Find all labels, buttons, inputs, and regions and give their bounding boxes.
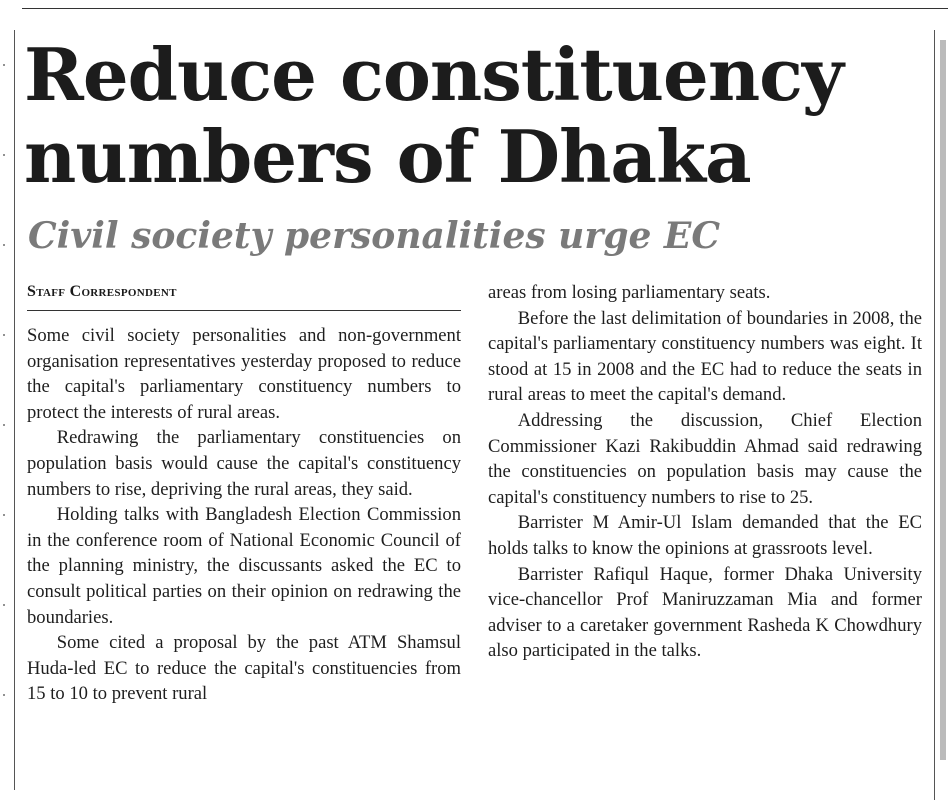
paragraph: Some cited a proposal by the past ATM Shamsul Huda-led EC to reduce the capital's constituencies from 15 to 10 to prevent rural [27, 632, 461, 705]
left-column [27, 323, 461, 707]
right-column [488, 280, 922, 664]
byline-rule [27, 310, 461, 311]
byline: Staff Correspondent [27, 283, 177, 300]
paragraph: Some civil society personalities and non-government organisation representatives yesterday proposed to reduce the capital's parliamentary constituency numbers to protect the interests of rural areas. [27, 325, 461, 423]
left-margin-marks [2, 20, 6, 780]
paragraph: Before the last delimitation of boundaries in 2008, the capital's parliamentary constituency numbers was eight. It stood at 15 in 2008 and the EC had to reduce the seats in rural areas to meet the capital's demand. [488, 307, 922, 406]
paragraph: areas from losing parliamentary seats. [488, 282, 771, 303]
top-rule [22, 8, 948, 9]
paragraph: Addressing the discussion, Chief Election Commissioner Kazi Rakibuddin Ahmad said redrawing the constituencies on population basis may cause the capital's constituency numbers to rise to 25. [488, 409, 922, 508]
headline: Reduce constituency numbers of Dhaka [24, 32, 843, 199]
paragraph: Barrister Rafiqul Haque, former Dhaka University vice-chancellor Prof Maniruzzaman Mia and former adviser to a caretaker government Rasheda K Chowdhury also participated in the talks. [488, 563, 922, 662]
right-margin-marks [940, 40, 946, 760]
left-column-rule [14, 30, 15, 790]
paragraph: Holding talks with Bangladesh Election Commission in the conference room of National Economic Council of the planning ministry, the discussants asked the EC to consult political parties on their opinion on redrawing the boundaries. [27, 504, 461, 628]
right-column-rule [934, 30, 935, 800]
paragraph: Barrister M Amir-Ul Islam demanded that the EC holds talks to know the opinions at grassroots level. [488, 512, 922, 559]
paragraph: Redrawing the parliamentary constituencies on population basis would cause the capital's constituency numbers to rise, depriving the rural areas, they said. [27, 427, 461, 500]
subheadline: Civil society personalities urge EC [28, 215, 721, 257]
